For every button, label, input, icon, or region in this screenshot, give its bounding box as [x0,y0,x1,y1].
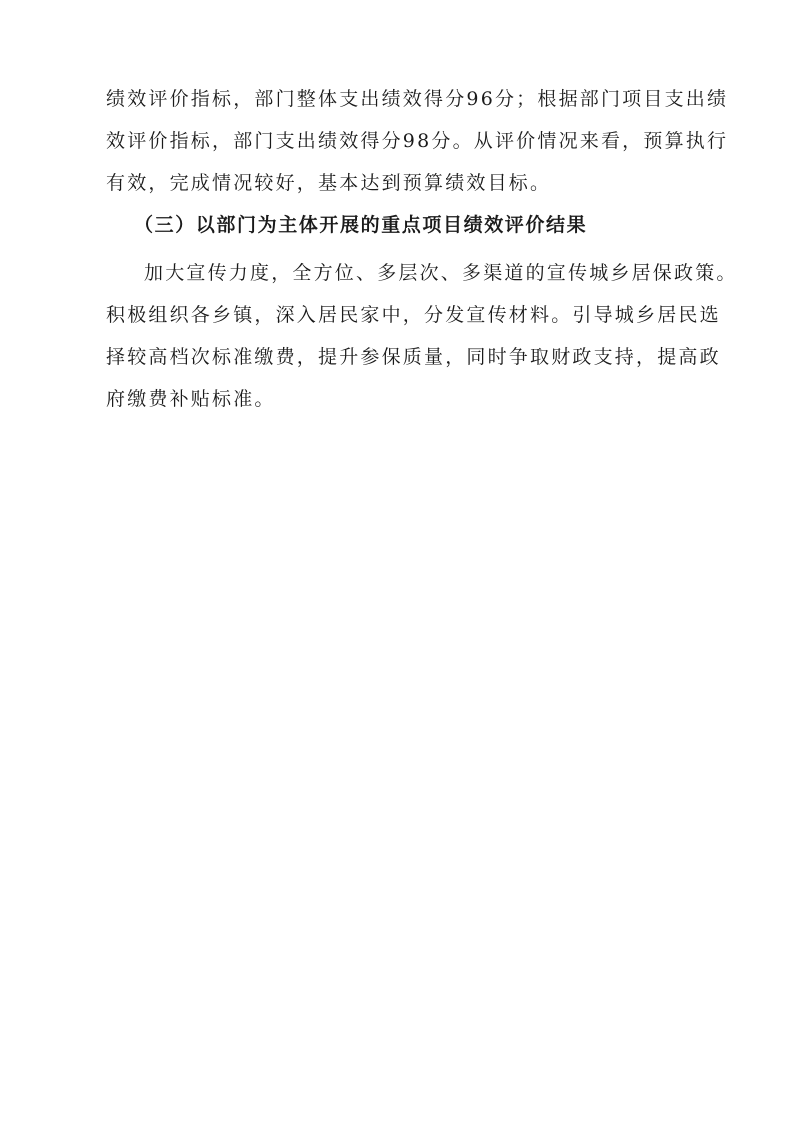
text-line: 加大宣传力度，全方位、多层次、多渠道的宣传城乡居保政策。 [144,262,738,284]
text-line: 有效，完成情况较好，基本达到预算绩效目标。 [106,172,552,194]
text-line: 积极组织各乡镇，深入居民家中，分发宣传材料。引导城乡居民选 [106,304,721,326]
section-heading: （三）以部门为主体开展的重点项目绩效评价结果 [134,214,588,236]
text-line: 择较高档次标准缴费，提升参保质量，同时争取财政支持，提高政 [106,346,721,368]
text-line: 府缴费补贴标准。 [106,388,276,410]
paragraph-key-project-results [106,252,738,420]
document-body [106,78,738,420]
text-line: 绩效评价指标，部门整体支出绩效得分96分；根据部门项目支出绩 [106,88,729,110]
text-line: 效评价指标，部门支出绩效得分98分。从评价情况来看，预算执行 [106,130,729,152]
paragraph-performance-score [106,78,729,204]
